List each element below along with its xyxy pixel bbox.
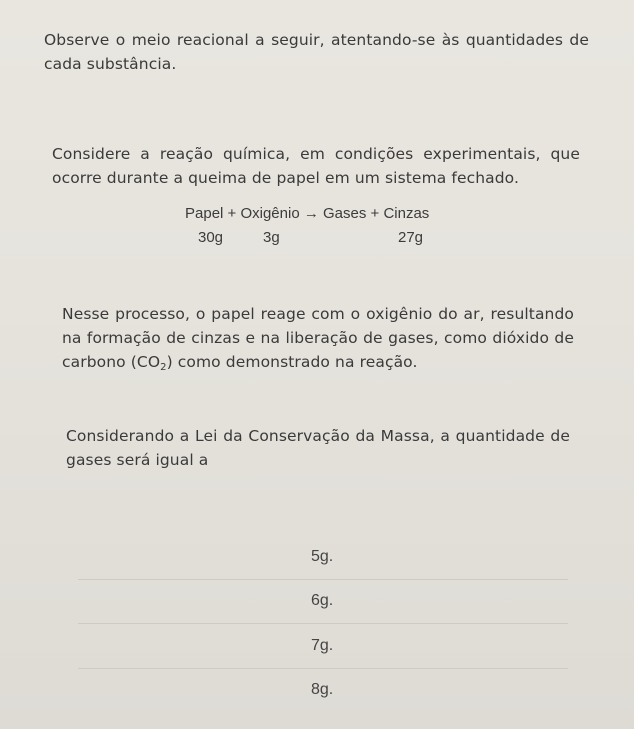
context-text: Considere a reação química, em condições experimentais, que ocorre durante a queima de papel em um sistema fechado. bbox=[52, 145, 580, 188]
option-divider bbox=[78, 623, 568, 624]
answer-option-c[interactable] bbox=[78, 627, 568, 669]
answer-option-c-label: 7g. bbox=[311, 637, 334, 654]
answer-option-a[interactable] bbox=[78, 538, 568, 580]
process-text bbox=[62, 302, 574, 376]
mass-paper: 30g bbox=[198, 229, 224, 246]
reaction-equation: Papel + Oxigênio → Gases + Cinzas bbox=[185, 205, 430, 222]
answer-option-d[interactable] bbox=[78, 671, 568, 713]
answer-option-b[interactable] bbox=[78, 582, 568, 624]
mass-ashes: 27g bbox=[398, 229, 424, 246]
co2-formula: $(CO_2)$ bbox=[130, 353, 173, 374]
mass-oxygen: 3g bbox=[263, 229, 280, 246]
option-divider bbox=[78, 668, 568, 669]
question-text: Considerando a Lei da Conservação da Massa, a quantidade de gases será igual a bbox=[66, 427, 570, 470]
process-text-after: como demonstrado na reação. bbox=[172, 353, 418, 372]
answer-option-a-label: 5g. bbox=[311, 548, 334, 565]
process-text-before: Nesse processo, o papel reage com o oxigênio do ar, resultando na formação de cinzas e na liberação de gases, como dióxido de carbono bbox=[62, 305, 574, 372]
intro-text: Observe o meio reacional a seguir, atentando-se às quantidades de cada substância. bbox=[44, 31, 589, 74]
answer-option-d-label: 8g. bbox=[311, 681, 334, 698]
answer-option-b-label: 6g. bbox=[311, 592, 334, 609]
option-divider bbox=[78, 579, 568, 580]
